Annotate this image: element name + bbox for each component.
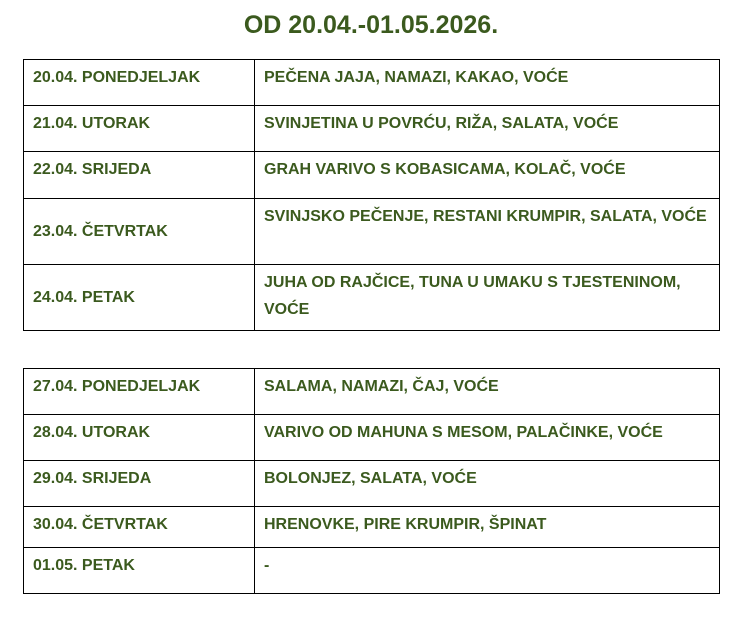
day-cell: 21.04. UTORAK [24, 106, 255, 152]
table-row [24, 60, 720, 106]
meal-cell: VARIVO OD MAHUNA S MESOM, PALAČINKE, VOĆE [255, 415, 720, 461]
meal-cell: - [255, 548, 720, 594]
day-cell: 30.04. ČETVRTAK [24, 507, 255, 548]
meal-cell: SALAMA, NAMAZI, ČAJ, VOĆE [255, 369, 720, 415]
day-cell: 27.04. PONEDJELJAK [24, 369, 255, 415]
menu-table-week-2 [23, 368, 720, 594]
page-title: OD 20.04.-01.05.2026. [243, 11, 499, 39]
day-cell: 01.05. PETAK [24, 548, 255, 594]
meal-cell: JUHA OD RAJČICE, TUNA U UMAKU S TJESTENINOM, VOĆE [255, 265, 720, 331]
day-cell: 28.04. UTORAK [24, 415, 255, 461]
table-row [24, 461, 720, 507]
table-row [24, 507, 720, 548]
table-row [24, 369, 720, 415]
day-cell: 24.04. PETAK [24, 265, 255, 331]
table-row [24, 106, 720, 152]
meal-cell: PEČENA JAJA, NAMAZI, KAKAO, VOĆE [255, 60, 720, 106]
day-cell: 20.04. PONEDJELJAK [24, 60, 255, 106]
table-row [24, 265, 720, 331]
meal-cell: SVINJSKO PEČENJE, RESTANI KRUMPIR, SALATA, VOĆE [255, 199, 720, 265]
meal-cell: HRENOVKE, PIRE KRUMPIR, ŠPINAT [255, 507, 720, 548]
table-row [24, 548, 720, 594]
day-cell: 29.04. SRIJEDA [24, 461, 255, 507]
meal-cell: SVINJETINA U POVRĆU, RIŽA, SALATA, VOĆE [255, 106, 720, 152]
day-cell: 23.04. ČETVRTAK [24, 199, 255, 265]
table-row [24, 199, 720, 265]
table-row [24, 152, 720, 199]
meal-cell: GRAH VARIVO S KOBASICAMA, KOLAČ, VOĆE [255, 152, 720, 199]
table-row [24, 415, 720, 461]
day-cell: 22.04. SRIJEDA [24, 152, 255, 199]
meal-cell: BOLONJEZ, SALATA, VOĆE [255, 461, 720, 507]
menu-table-week-1 [23, 59, 720, 331]
